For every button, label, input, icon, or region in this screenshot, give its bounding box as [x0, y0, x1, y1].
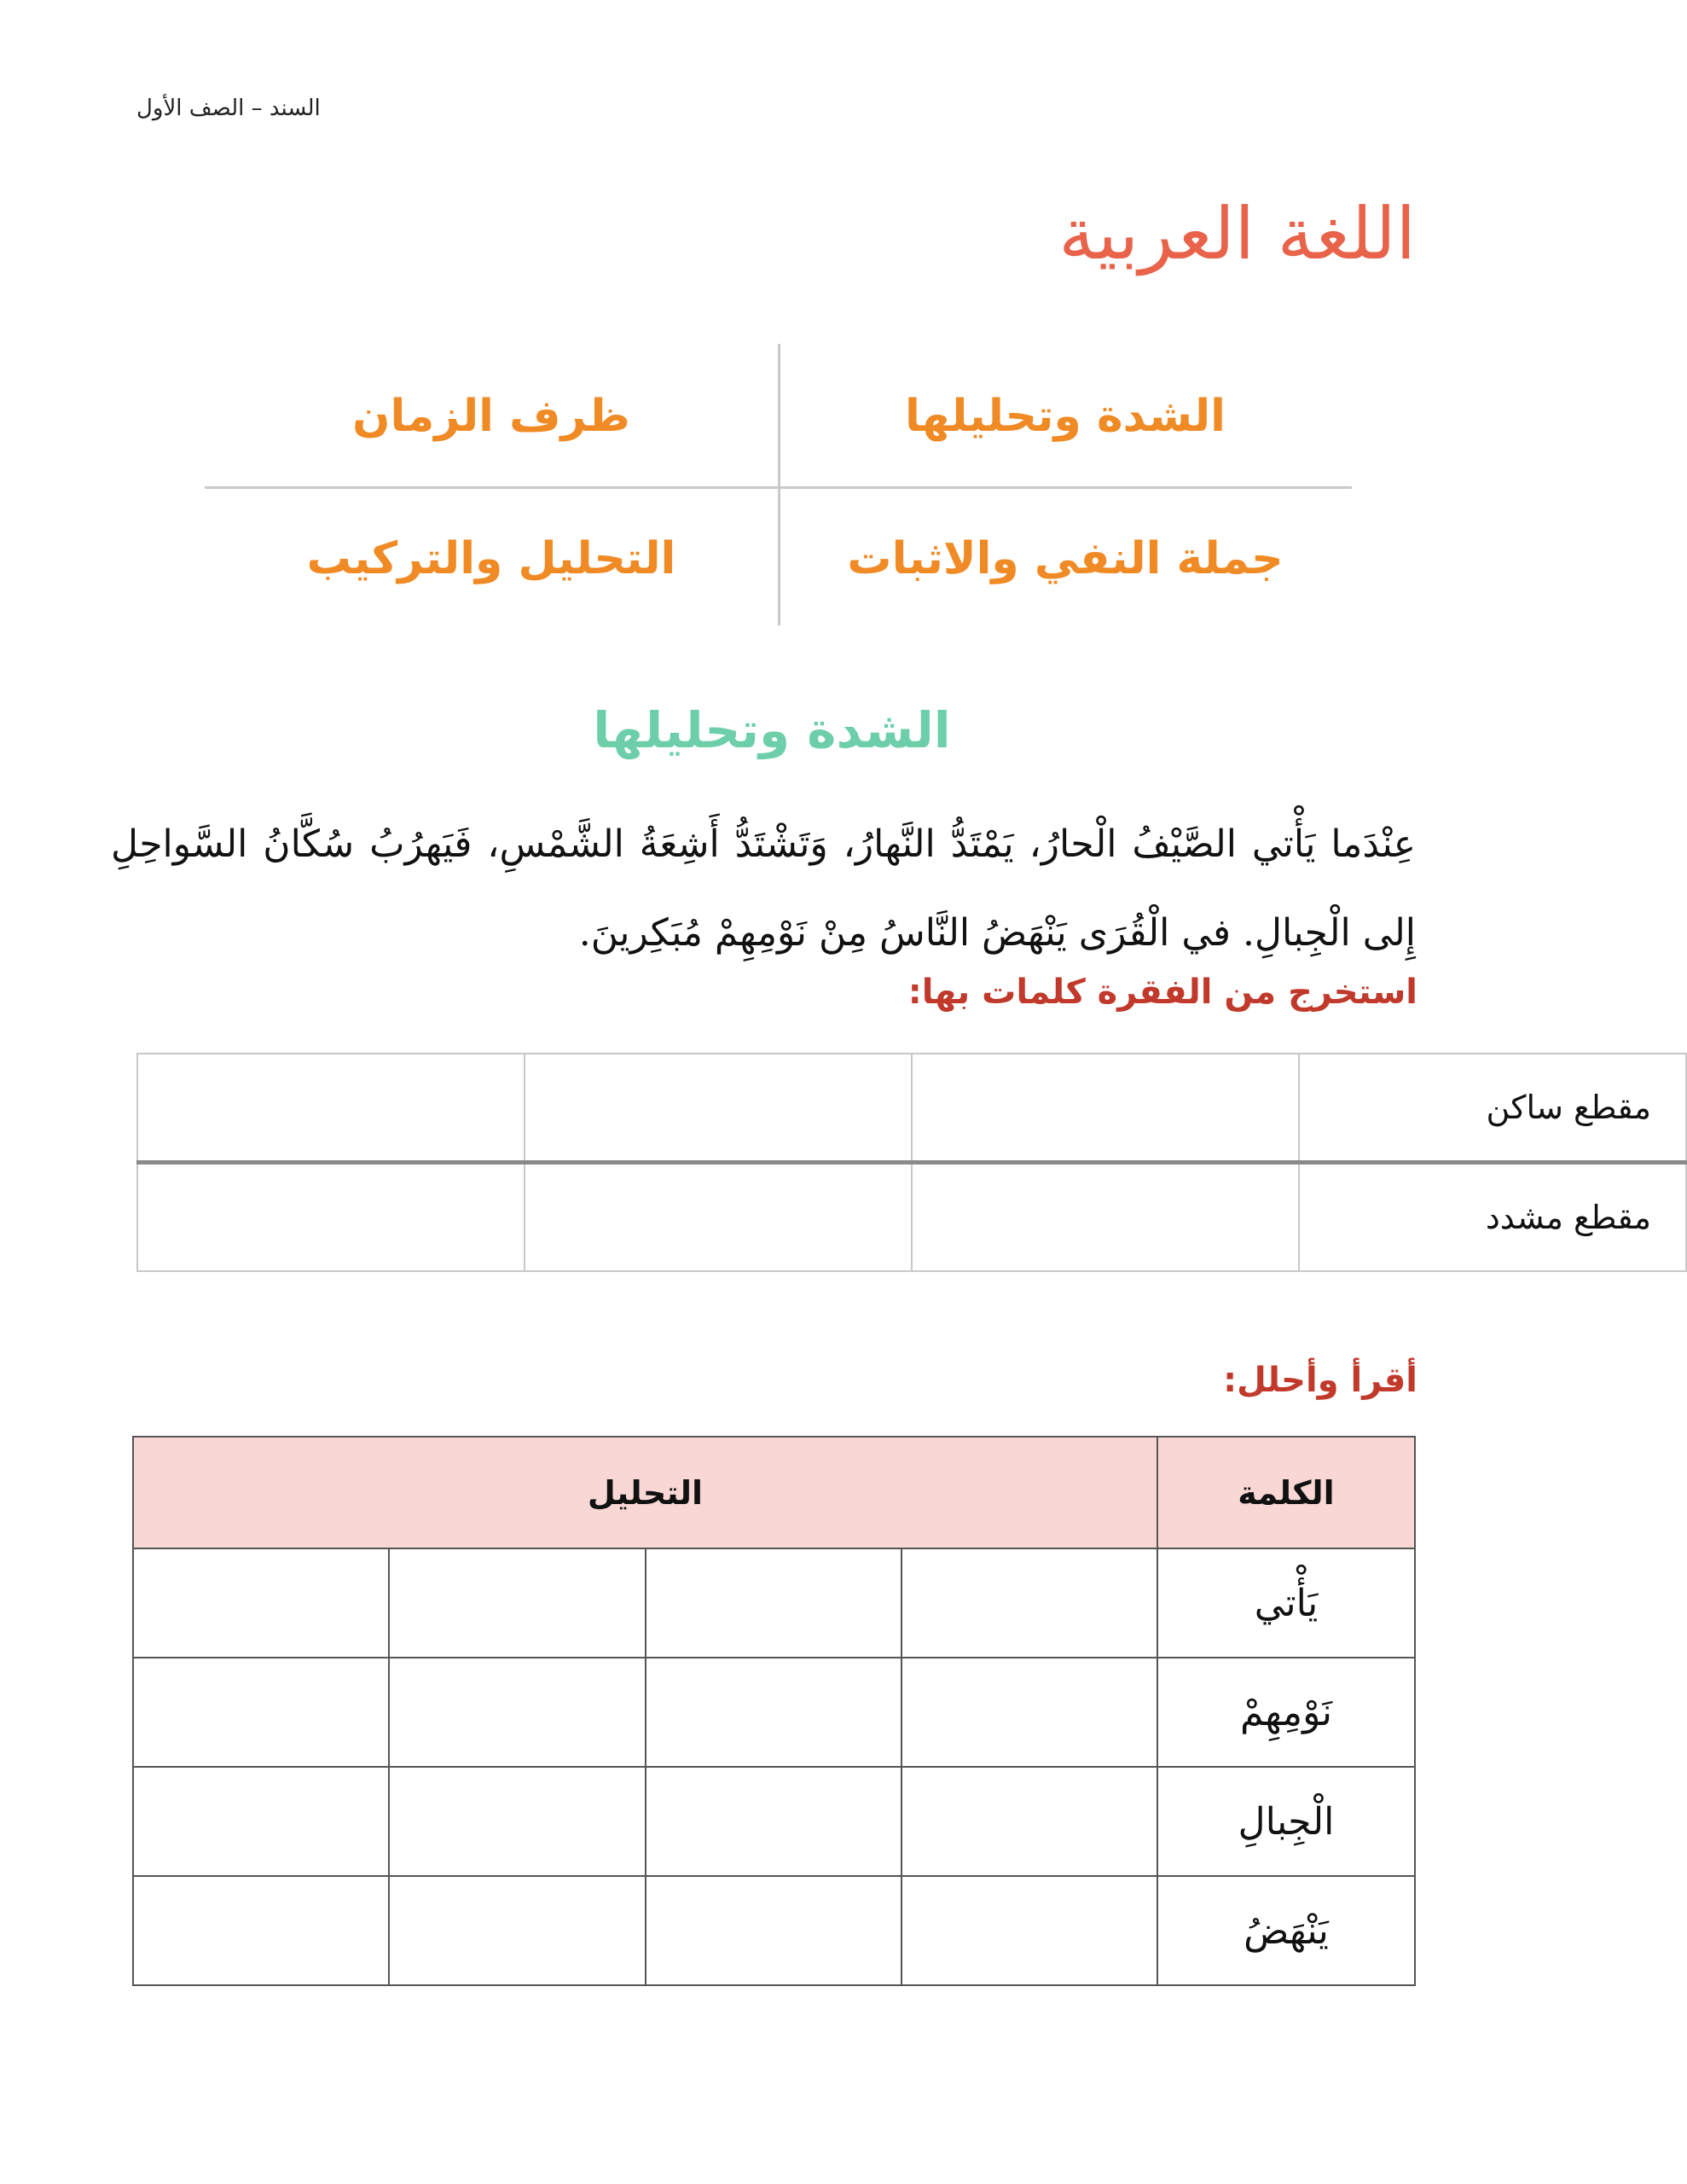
answer-cell[interactable]: [133, 1767, 389, 1876]
header-word: الكلمة: [1157, 1437, 1415, 1548]
answer-cell[interactable]: [389, 1876, 645, 1985]
answer-cell[interactable]: [525, 1054, 912, 1163]
topics-divider-horizontal: [205, 486, 1352, 489]
instruction-analyze: أقرأ وأحلل:: [1223, 1361, 1417, 1400]
topic-3: جملة النفي والاثبات: [847, 533, 1284, 584]
word-cell: الْجِبالِ: [1157, 1767, 1415, 1876]
table-row: [137, 1163, 1686, 1272]
answer-cell[interactable]: [133, 1658, 389, 1767]
answer-cell[interactable]: [646, 1548, 901, 1658]
topic-1: الشدة وتحليلها: [905, 391, 1226, 442]
answer-cell[interactable]: [912, 1163, 1299, 1272]
topic-4: التحليل والتركيب: [306, 533, 676, 584]
header-analysis: التحليل: [133, 1437, 1157, 1548]
table-row: [133, 1658, 1415, 1767]
table-row: [133, 1767, 1415, 1876]
answer-cell[interactable]: [646, 1767, 901, 1876]
answer-cell[interactable]: [133, 1876, 389, 1985]
header-school-grade: السند – الصف الأول: [136, 96, 321, 121]
answer-cell[interactable]: [389, 1658, 645, 1767]
answer-cell[interactable]: [389, 1767, 645, 1876]
answer-cell[interactable]: [525, 1163, 912, 1272]
answer-cell[interactable]: [901, 1548, 1157, 1658]
answer-cell[interactable]: [389, 1548, 645, 1658]
answer-cell[interactable]: [901, 1658, 1157, 1767]
table-row: [137, 1054, 1686, 1163]
instruction-extract: استخرج من الفقرة كلمات بها:: [907, 973, 1417, 1012]
topics-grid: [205, 344, 1352, 625]
extract-table: [136, 1053, 1687, 1272]
answer-cell[interactable]: [646, 1658, 901, 1767]
table-header-row: [133, 1437, 1415, 1548]
word-cell: يَأْتي: [1157, 1548, 1415, 1658]
word-cell: نَوْمِهِمْ: [1157, 1658, 1415, 1767]
reading-paragraph: عِنْدَما يَأْتي الصَّيْفُ الْحارُ، يَمْتَدُّ النَّهارُ، وَتَشْتَدُّ أَشِعَةُ الشَّمْسِ، فَيَهرُبُ سُكَّانُ السَّواحِلِ إِلى الْجِبالِ. في الْقُرَى يَنْهَضُ النَّاسُ مِنْ نَوْمِهِمْ مُبَكِرينَ.: [111, 822, 1416, 955]
answer-cell[interactable]: [137, 1163, 525, 1272]
answer-cell[interactable]: [137, 1054, 525, 1163]
analysis-table: [132, 1436, 1416, 1986]
answer-cell[interactable]: [912, 1054, 1299, 1163]
table-row: [133, 1548, 1415, 1658]
extract-label-silent: مقطع ساكن: [1299, 1054, 1686, 1163]
answer-cell[interactable]: [646, 1876, 901, 1985]
answer-cell[interactable]: [133, 1548, 389, 1658]
answer-cell[interactable]: [901, 1767, 1157, 1876]
table-row: [133, 1876, 1415, 1985]
subject-title: اللغة العربية: [1058, 192, 1416, 276]
answer-cell[interactable]: [901, 1876, 1157, 1985]
section-title: الشدة وتحليلها: [593, 701, 951, 759]
topic-2: ظرف الزمان: [352, 391, 630, 442]
extract-label-stressed: مقطع مشدد: [1299, 1163, 1686, 1272]
word-cell: يَنْهَضُ: [1157, 1876, 1415, 1985]
